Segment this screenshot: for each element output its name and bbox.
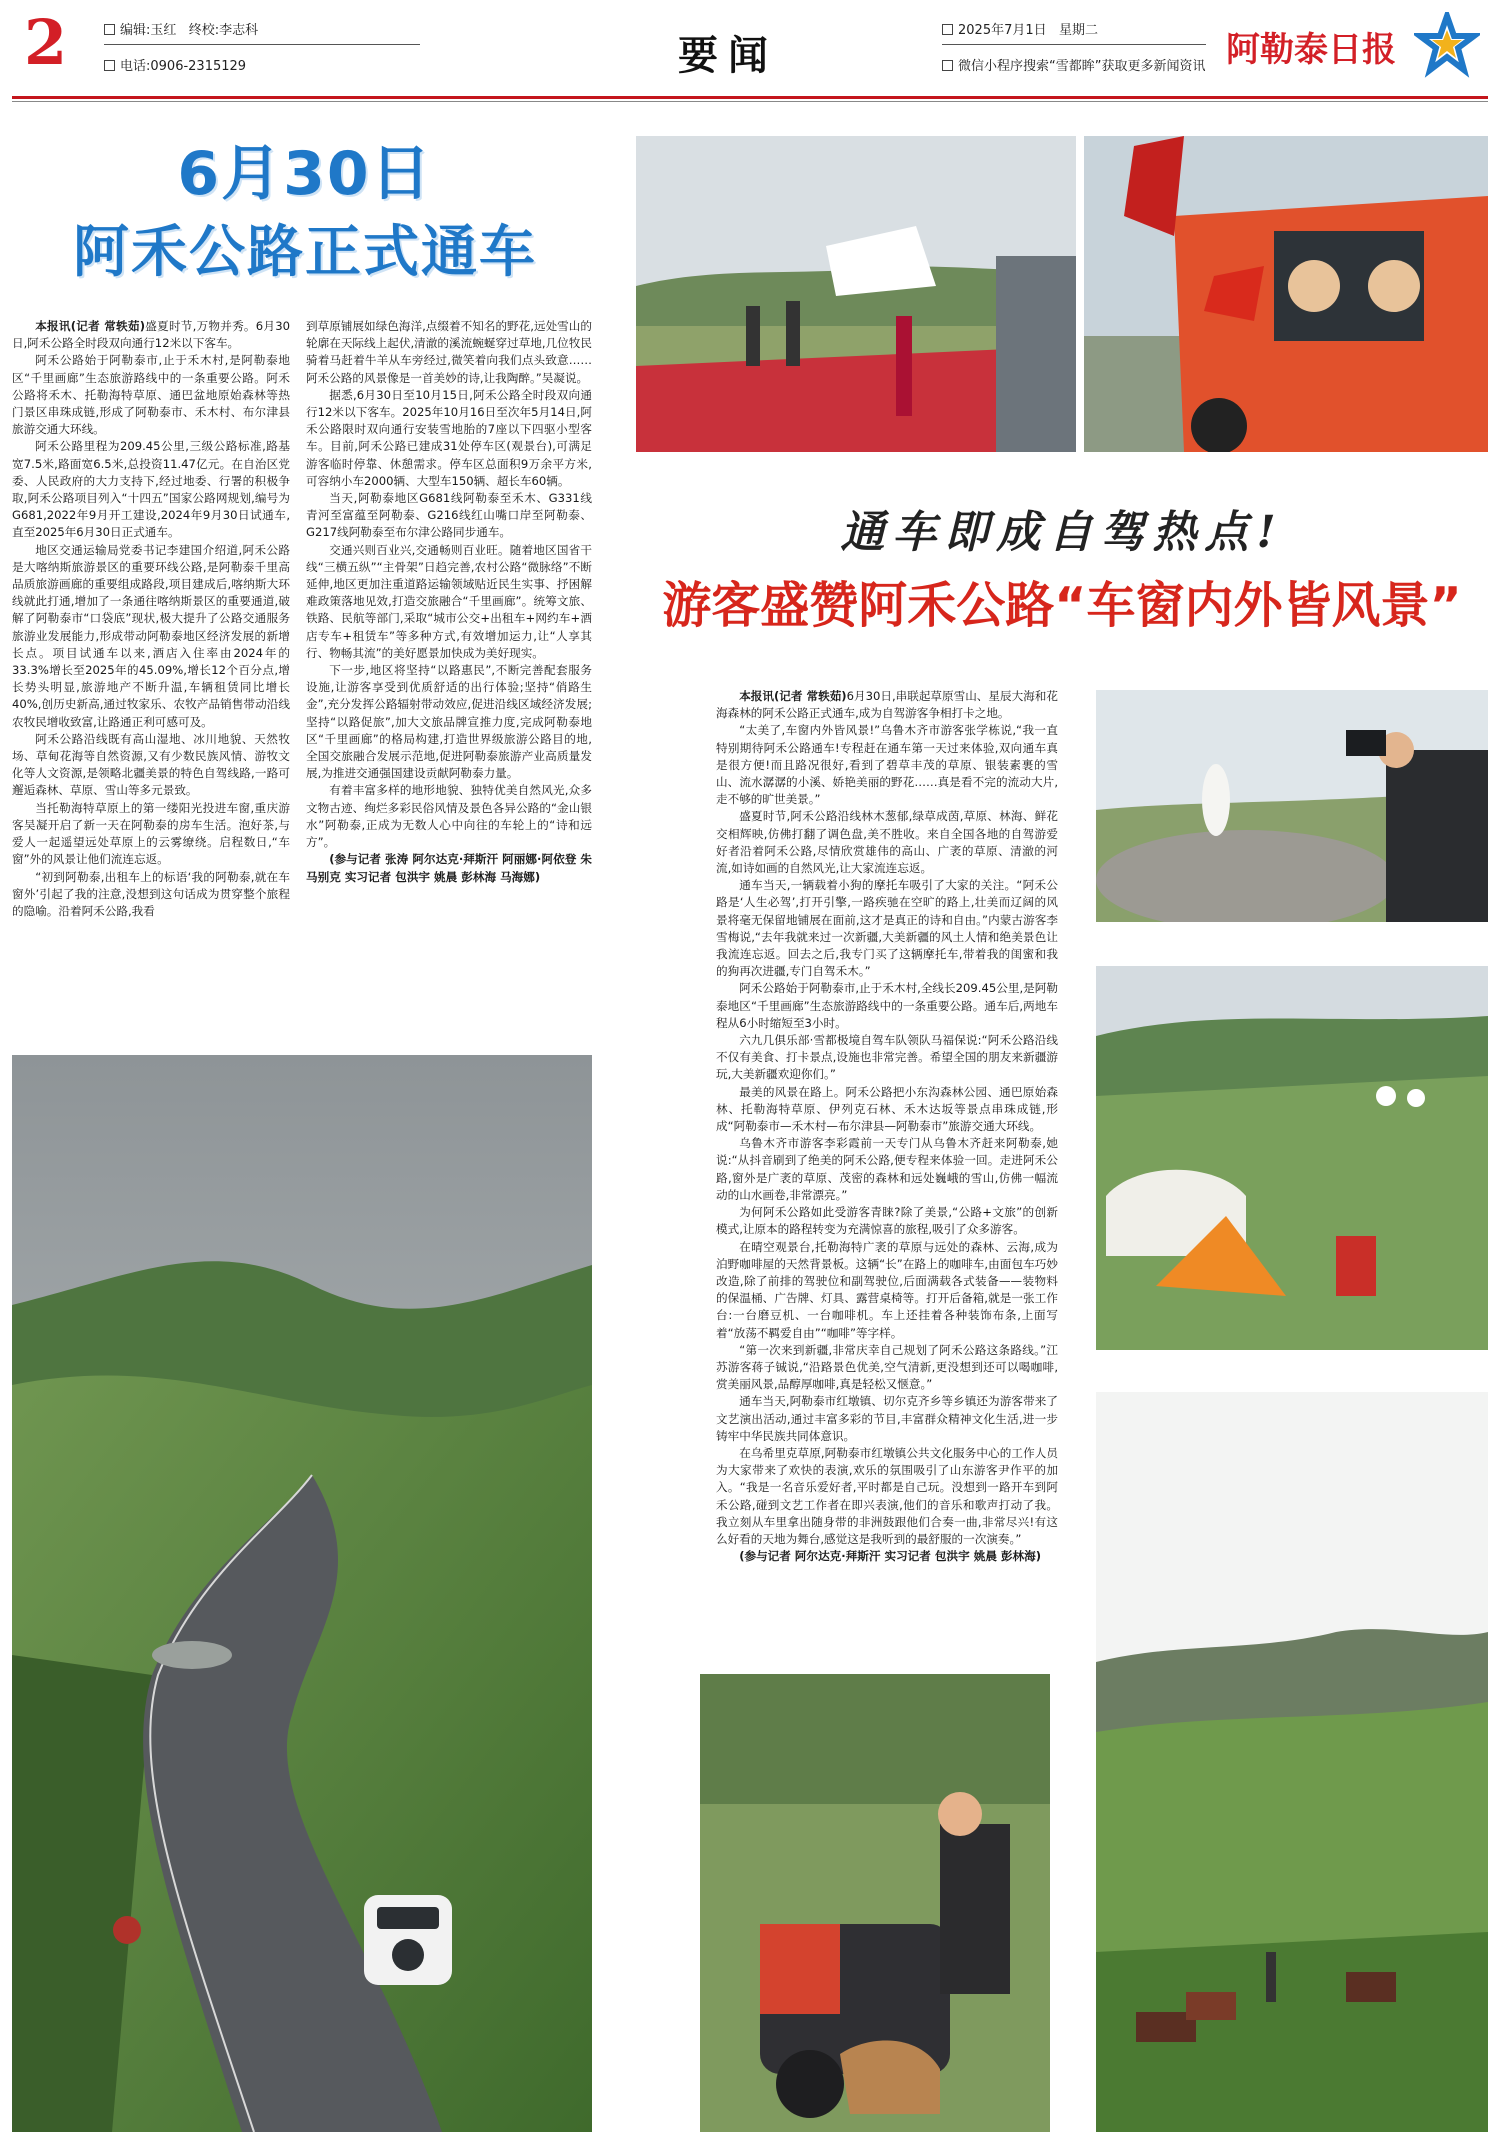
article1-paragraph: 据悉,6月30日至10月15日,阿禾公路全时段双向通行12米以下客车。2025年10月16日至次年5月14日,阿禾公路限时双向通行安装雪地胎的7座以下四驱小型客车。目前,阿禾公路已建成31处停车区(观景台),可满足游客临时停靠、休憩需求。停车区总面积9万余平方米,可容纳小车2000辆、大型车150辆、超长车60辆。 (306, 387, 592, 488)
article1-paragraph: 阿禾公路始于阿勒泰市,止于禾木村,是阿勒泰地区“千里画廊”生态旅游路线中的一条重要公路。阿禾公路将禾木、托勒海特草原、通巴盆地原始森林等热门景区串珠成链,形成了阿勒泰市、禾木村、布尔津县旅游交通大环线。 (12, 353, 290, 437)
article1-paragraph: 交通兴则百业兴,交通畅则百业旺。随着地区国省干线“三横五纵”“主骨架”日趋完善,农村公路“微脉络”不断延伸,地区更加注重道路运输领域贴近民生实事、抒困解难政策落地见效,打造交旅融合“千里画廊”。统筹文旅、铁路、民航等部门,采取“城市公交+出租车+网约车+酒店专车+租赁车”等多种方式,有效增加运力,让“人享其行、物畅其流”的美好愿景加快成为美好现实。 (306, 542, 592, 660)
page-number: 2 (24, 6, 68, 79)
article2-paragraph: 阿禾公路始于阿勒泰市,止于禾木村,全线长209.45公里,是阿勒泰地区“千里画廊”生态旅游路线中的一条重要公路。通车后,两地车程从6小时缩短至3小时。 (716, 981, 1058, 1030)
article2-paragraph: 在乌希里克草原,阿勒泰市红墩镇公共文化服务中心的工作人员为大家带来了欢快的表演,欢乐的氛围吸引了山东游客尹作平的加入。“我是一名音乐爱好者,平时都是自己玩。没想到一路开车到阿禾公路,碰到文艺工作者在即兴表演,他们的音乐和歌声打动了我。我立刻从车里拿出随身带的非洲鼓跟他们合奏一曲,非常尽兴!有这么好看的天地为舞台,感觉这是我听到的最舒服的一次演奏。” (716, 1445, 1058, 1546)
header-rule (12, 96, 1488, 99)
checkbox-icon (104, 60, 115, 71)
date-line (942, 22, 1098, 40)
article1-paragraph: 当托勒海特草原上的第一缕阳光投进车窗,重庆游客吴凝开启了新一天在阿勒泰的房车生活。泡好茶,与爱人一起遥望远处草原上的云雾缭绕。启程数日,“车窗”外的风景让他们流连忘返。 (12, 800, 290, 867)
article2-paragraph: 6月30日,串联起草原雪山、星辰大海和花海森林的阿禾公路正式通车,成为自驾游客争相打卡之地。 (716, 689, 1058, 721)
header-rule-thin (12, 101, 1488, 102)
article1-lead-paragraph (12, 318, 290, 352)
article1-byline: 本报讯(记者 常轶茹) (35, 319, 146, 333)
issue-weekday: 星期二 (1059, 23, 1099, 38)
header-divider (104, 44, 420, 45)
performance-photo (636, 136, 1076, 452)
article2-paragraph: 六九几俱乐部·雪都极境自驾车队领队马福保说:“阿禾公路沿线不仅有美食、打卡景点,设施也非常完善。希望全国的朋友来新疆游玩,大美新疆欢迎你们。” (716, 1033, 1058, 1082)
article1-headline-line1: 6月30日 (177, 139, 433, 209)
article2-headline-line2: 游客盛赞阿禾公路“车窗内外皆风景” (662, 577, 1462, 634)
article1-paragraph: 阿禾公路沿线既有高山湿地、冰川地貌、天然牧场、草甸花海等自然资源,又有少数民族风情、游牧文化等人文资源,是领略北疆美景的特色自驾线路,一路可邂逅森林、草原、雪山等多元景致。 (12, 731, 290, 798)
article1-paragraph: “初到阿勒泰,出租车上的标语‘我的阿勒泰,就在车窗外’引起了我的注意,没想到这句话成为贯穿整个旅程的隐喻。沿着阿禾公路,我看 (12, 869, 290, 918)
photographer-rocks-photo (1096, 690, 1488, 922)
article2-paragraph: 盛夏时节,阿禾公路沿线林木葱郁,绿草成茵,草原、林海、鲜花交相辉映,仿佛打翻了调色盘,美不胜收。来自全国各地的自驾游爱好者沿着阿禾公路,尽情欣赏雄伟的高山、广袤的草原、清澈的河流,如诗如画的自然风光,让大家流连忘返。 (716, 809, 1058, 876)
yurt-meadow-photo (1096, 966, 1488, 1350)
article1-paragraph: 地区交通运输局党委书记李建国介绍道,阿禾公路是大喀纳斯旅游景区的重要环线公路,是阿勒泰千里高品质旅游画廊的重要组成路段,项目建成后,喀纳斯大环线就此打通,增加了一条通往喀纳斯景区的重要通道,破解了阿勒泰市“口袋底”现状,极大提升了公路交通服务旅游业发展能力,形成带动阿勒泰地区经济发展的新增长点。项目试通车以来,酒店入住率由2024年的33.3%增长至2025年的45.09%,增长12个百分点,增长势头明显,旅游地产不断升温,车辆租赁同比增长40%,创历史新高,通过牧家乐、农牧产品销售带动沿线农牧民增收致富,让路通正利可感可及。 (12, 542, 290, 729)
article2-paragraph: 在晴空观景台,托勒海特广袤的草原与远处的森林、云海,成为泊野咖啡屋的天然背景板。这辆“长”在路上的咖啡车,由面包车巧妙改造,除了前排的驾驶位和副驾驶位,后面满载各式装备——装物料的保温桶、广告牌、灯具、露营桌椅等。打开后备箱,就是一张工作台:一台磨豆机、一台咖啡机。车上还挂着各种装饰布条,上面写着“放荡不羁爱自由”“咖啡”等字样。 (716, 1239, 1058, 1340)
article2-paragraph: 通车当天,一辆载着小狗的摩托车吸引了大家的关注。“阿禾公路是‘人生必驾’,打开引擎,一路疾驰在空旷的路上,壮美而辽阔的风景将毫无保留地铺展在面前,这才是真正的诗和自由。”内蒙古游客李雪梅说,“去年我就来过一次新疆,大美新疆的风土人情和绝美景色让我流连忘返。回去之后,我专门买了这辆摩托车,带着我的闺蜜和我的狗再次进疆,专门自驾禾木。” (716, 878, 1058, 979)
checkbox-icon (104, 24, 115, 35)
editor-credit: 编辑:玉红 (120, 23, 177, 38)
paper-logo-icon (1414, 12, 1480, 78)
article1-paragraph: 阿禾公路里程为209.45公里,三级公路标准,路基宽7.5米,路面宽6.5米,总投资11.47亿元。在自治区党委、人民政府的大力支持下,经过地委、行署的积极争取,阿禾公路项目列入“十四五”国家公路网规划,编号为G681,2022年9月开工建设,2024年9月30日试通车,直至2025年6月30日正式通车。 (12, 439, 290, 540)
paper-name: 阿勒泰日报 (1226, 30, 1396, 70)
article2-lead-paragraph (716, 688, 1058, 722)
checkbox-icon (942, 24, 953, 35)
orange-suv-photo (1084, 136, 1488, 452)
article2-column (716, 688, 1058, 1714)
article1-paragraph: 有着丰富多样的地形地貌、独特优美自然风光,众多文物古迹、绚烂多彩民俗风情及景色各异公路的“金山银水”阿勒泰,正成为无数人心中向往的车轮上的“诗和远方”。 (306, 783, 592, 850)
article1-credits: (参与记者 张涛 阿尔达克·拜斯汗 阿丽娜·阿依登 朱马别克 实习记者 包洪宇 姚晨 彭林海 马海娜) (306, 852, 592, 884)
header-divider (942, 44, 1206, 45)
article2-byline: 本报讯(记者 常轶茹) (739, 689, 847, 703)
editor-line (104, 22, 258, 40)
article2-paragraph: 为何阿禾公路如此受游客青睐?除了美景,“公路+文旅”的创新模式,让原本的路程转变为充满惊喜的旅程,吸引了众多游客。 (716, 1205, 1058, 1237)
article2-headline-line1: 通车即成自驾热点! (840, 507, 1284, 558)
article2-paragraph: 通车当天,阿勒泰市红墩镇、切尔克齐乡等乡镇还为游客带来了文艺演出活动,通过丰富多彩的节目,丰富群众精神文化生活,进一步铸牢中华民族共同体意识。 (716, 1394, 1058, 1443)
reviewer-credit: 终校:李志科 (188, 23, 259, 38)
article1-paragraph: 盛夏时节,万物并秀。6月30日,阿禾公路全时段双向通行12米以下客车。 (12, 319, 290, 351)
article1-column-1 (12, 318, 290, 998)
article1-paragraph: 当天,阿勒泰地区G681线阿勒泰至禾木、G331线青河至富蕴至阿勒泰、G216线红山嘴口岸至阿勒泰、G217线阿勒泰至布尔津公路同步通车。 (306, 491, 592, 540)
article2-paragraph: “第一次来到新疆,非常庆幸自己规划了阿禾公路这条路线。”江苏游客蒋子铖说,“沿路景色优美,空气清新,更没想到还可以喝咖啡,赏美丽风景,品醇厚咖啡,真是轻松又惬意。” (716, 1342, 1058, 1392)
article2-credits: (参与记者 阿尔达克·拜斯汗 实习记者 包洪宇 姚晨 彭林海) (739, 1549, 1042, 1564)
article2-paragraph: 乌鲁木齐市游客李彩霞前一天专门从乌鲁木齐赶来阿勒泰,她说:“从抖音刷到了绝美的阿禾公路,便专程来体验一回。走进阿禾公路,窗外是广袤的草原、茂密的森林和远处巍峨的雪山,仿佛一幅流动的山水画卷,非常漂亮。” (716, 1136, 1058, 1202)
section-title: 要闻 (678, 32, 778, 79)
article1-column-2 (306, 318, 592, 998)
article2-paragraph: 最美的风景在路上。阿禾公路把小东沟森林公园、通巴原始森林、托勒海特草原、伊列克石林、禾木达坂等景点串珠成链,形成“阿勒泰市—禾木村—布尔津县—阿勒泰市”旅游交通大环线。 (716, 1084, 1058, 1134)
horses-grassland-photo (1096, 1392, 1488, 2132)
article1-paragraph: 到草原铺展如绿色海洋,点缀着不知名的野花,远处雪山的轮廓在天际线上起伏,清澈的溪流蜿蜒穿过草地,几位牧民骑着马赶着牛羊从车旁经过,微笑着向我们点头致意……阿禾公路的风景像是一首美妙的诗,让我陶醉。”吴凝说。 (306, 319, 592, 385)
article1-headline-line2: 阿禾公路正式通车 (73, 220, 537, 285)
phone-number: 电话:0906-2315129 (120, 59, 247, 74)
phone-line (104, 58, 246, 76)
motorcycle-dog-photo (700, 1674, 1050, 2132)
issue-date: 2025年7月1日 (958, 23, 1047, 38)
wechat-note: 微信小程序搜索“雪都眸”获取更多新闻资讯 (958, 59, 1206, 74)
article1-paragraph: 下一步,地区将坚持“以路惠民”,不断完善配套服务设施,让游客享受到优质舒适的出行体验;坚持“俏路生金”,充分发挥公路辐射带动效应,促进沿线区域经济发展;坚持“以路促旅”,加大文旅品牌宣推力度,完成阿勒泰地区“千里画廊”的格局构建,打造世界级旅游公路目的地,全国交旅融合发展示范地,促进阿勒泰旅游产业高质量发展,为推进交通强国建设贡献阿勒泰力量。 (306, 663, 592, 781)
article2-paragraph: “太美了,车窗内外皆风景!”乌鲁木齐市游客张学栋说,“我一直特别期待阿禾公路通车!专程赶在通车第一天过来体验,双向通车真是很方便!而且路况很好,看到了碧草丰茂的草原、银装素裹的雪山、流水潺潺的小溪、娇艳美丽的野花……真是看不完的流动大片,走不够的旷世美景。” (716, 723, 1058, 807)
checkbox-icon (942, 60, 953, 71)
road-aerial-photo (12, 1055, 592, 2132)
wechat-line (942, 58, 1205, 76)
